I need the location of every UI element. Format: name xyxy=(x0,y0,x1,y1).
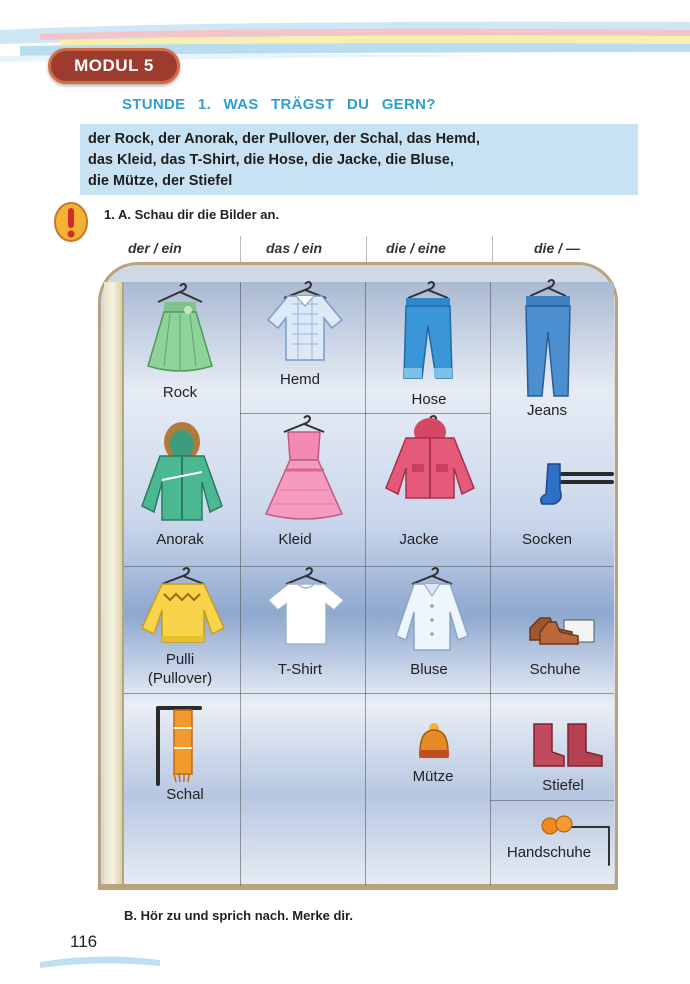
label-rock: Rock xyxy=(162,384,198,401)
label-kleid: Kleid xyxy=(278,531,312,548)
label-hose: Hose xyxy=(411,391,447,408)
footer-wave xyxy=(40,950,160,970)
sweater-icon xyxy=(140,566,226,646)
label-anorak: Anorak xyxy=(156,531,204,548)
lesson-title: STUNDE 1. WAS TRÄGST DU GERN? xyxy=(122,96,436,113)
label-muetze: Mütze xyxy=(412,768,454,785)
column-header-der: der / ein xyxy=(128,240,182,256)
label-hemd: Hemd xyxy=(279,371,320,388)
label-pulli-long: (Pullover) xyxy=(147,670,213,687)
wardrobe-base xyxy=(98,884,618,890)
grid-line xyxy=(124,693,614,694)
hook-bar xyxy=(570,826,610,828)
hook-bar xyxy=(156,706,160,786)
dress-icon xyxy=(262,414,346,524)
label-pulli xyxy=(125,650,235,688)
jeans-icon xyxy=(516,278,580,400)
blouse-icon xyxy=(394,566,470,654)
hook-bar xyxy=(608,826,610,866)
module-badge-label: MODUL 5 xyxy=(74,56,154,75)
grid-line xyxy=(365,282,366,886)
label-tshirt: T-Shirt xyxy=(277,661,323,678)
column-header-die-eine: die / eine xyxy=(386,240,446,256)
column-header-das: das / ein xyxy=(266,240,323,256)
wardrobe-door-edge xyxy=(104,282,124,886)
header-divider xyxy=(366,236,367,264)
header-divider xyxy=(492,236,493,264)
task-a-instruction: 1. A. Schau dir die Bilder an. xyxy=(104,207,280,222)
column-header-die-plural: die / — xyxy=(534,240,580,256)
label-handschuhe: Handschuhe xyxy=(506,844,592,861)
trousers-icon xyxy=(392,280,464,388)
module-badge xyxy=(48,48,180,84)
label-pulli-short: Pulli xyxy=(165,651,195,668)
vocabulary-line: die Mütze, der Stiefel xyxy=(88,173,233,189)
label-schal: Schal xyxy=(166,786,204,803)
label-schuhe: Schuhe xyxy=(529,661,581,678)
header-divider xyxy=(240,236,241,264)
label-jacke: Jacke xyxy=(399,531,439,548)
vocabulary-line: das Kleid, das T-Shirt, die Hose, die Jacke, die Bluse, xyxy=(88,152,454,168)
boots-icon xyxy=(530,722,606,768)
grid-line xyxy=(490,282,491,886)
label-jeans: Jeans xyxy=(526,402,568,419)
label-stiefel: Stiefel xyxy=(542,777,584,794)
skirt-icon xyxy=(140,280,220,376)
vocabulary-box xyxy=(80,124,638,195)
sock-icon xyxy=(536,460,570,508)
jacket-icon xyxy=(384,414,476,500)
exclamation-icon xyxy=(52,200,90,244)
task-b-instruction: B. Hör zu und sprich nach. Merke dir. xyxy=(124,908,353,923)
shoes-icon xyxy=(526,610,596,646)
grid-line xyxy=(490,800,614,801)
gloves-icon xyxy=(540,814,574,836)
anorak-icon xyxy=(140,420,224,524)
tshirt-icon xyxy=(266,566,346,646)
shirt-icon xyxy=(262,280,348,364)
page-number: 116 xyxy=(70,932,98,951)
vocabulary-line: der Rock, der Anorak, der Pullover, der Schal, das Hemd, xyxy=(88,131,480,147)
label-socken: Socken xyxy=(521,531,573,548)
scarf-icon xyxy=(168,708,200,784)
hat-icon xyxy=(416,722,452,760)
grid-line xyxy=(240,282,241,886)
label-bluse: Bluse xyxy=(410,661,448,678)
